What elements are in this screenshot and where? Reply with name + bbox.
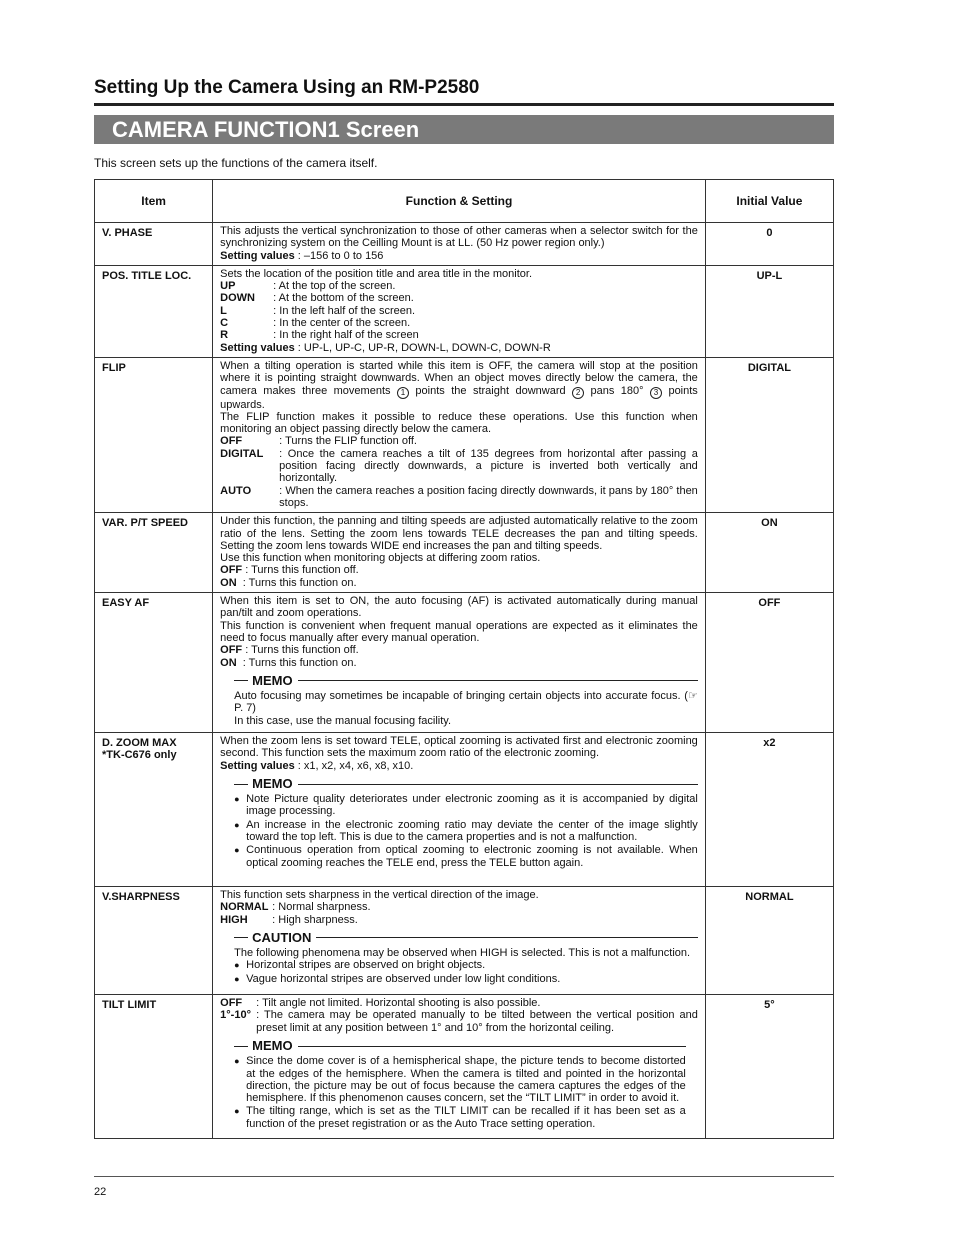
option-value: : Once the camera reaches a tilt of 135 degrees from horizontal after passing a position facing directly downwards, a picture is inverted both vertically and horizontally. [279,447,698,485]
option-value: : High sharpness. [272,913,358,926]
option-key: OFF [220,435,243,448]
text-part: points upwards. [220,384,698,411]
item-name-note: *TK-C676 only [102,748,177,761]
bullet-icon: ● [234,1106,240,1117]
option [220,329,698,341]
bullet-icon: ● [234,794,240,805]
table-row [95,886,834,994]
row-initial-value: DIGITAL [705,357,833,512]
setting-values [220,760,698,772]
row-initial-value: x2 [705,732,833,886]
text-part: When a tilting operation is started while this item is OFF, the camera will stop at the position where it is pointing straight downwards. When an object moves directly below the camera, the camera makes three movements [220,359,698,397]
bullet-text: The tilting range, which is set as the TILT LIMIT can be recalled if it has been set as a function of the preset registration or as the Auto Trace setting operation. [246,1105,686,1130]
bullet-icon: ● [234,960,240,971]
screen-title: CAMERA FUNCTION1 Screen [94,115,834,144]
option-key: DOWN [220,292,255,305]
option-value: : In the right half of the screen [273,329,419,342]
option-key: HIGH [220,913,248,926]
option-key: AUTO [220,484,252,497]
row-item-name: POS. TITLE LOC. [95,265,213,357]
option [220,577,698,589]
memo-label: MEMO [252,1037,293,1053]
description: Sets the location of the position title and area title in the monitor. [220,267,533,280]
row-function [213,513,706,593]
memo-label: MEMO [252,672,293,688]
section-title: Setting Up the Camera Using an RM-P2580 [94,77,834,106]
row-item-name: TILT LIMIT [95,995,213,1139]
option-value: : In the left half of the screen. [273,304,416,317]
option-key: NORMAL [220,901,269,914]
option [220,644,698,656]
table-row [95,357,834,512]
setting-value: : x1, x2, x4, x6, x8, x10. [294,759,414,772]
option-value: : Turns the FLIP function off. [279,435,417,448]
setting-value: : –156 to 0 to 156 [294,249,384,262]
description [220,360,698,411]
setting-label: Setting values [220,249,295,262]
description: This function sets sharpness in the vertical direction of the image. [220,888,539,901]
row-item-name: V. PHASE [95,223,213,266]
description: This adjusts the vertical synchronization to those of other cameras when a selector switch for the synchronizing system on the Ceilling Mount is at LL. (50 Hz power region only.) [220,225,698,250]
row-initial-value: OFF [705,593,833,733]
bullet-text: Vague horizontal stripes are observed under low light conditions. [246,972,561,985]
caution-text: The following phenomena may be observed when HIGH is selected. This is not a malfunction. [234,947,691,960]
row-function [213,593,706,733]
bullet-text: Note Picture quality deteriorates under electronic zooming as it is accompanied by digital image processing. [246,793,698,818]
circled-number-2: 2 [572,387,584,399]
text-part: pans 180° [584,384,650,397]
option [220,292,698,304]
table-row [95,995,834,1139]
function-table [94,179,834,1139]
list-item [234,844,698,869]
option-value: : In the center of the screen. [273,317,411,330]
bullet-icon: ● [234,819,240,830]
option [220,901,698,913]
option-key: L [220,304,227,317]
option-value: : The camera may be operated manually to be tilted between the vertical position and preset limit at any position between 1° and 10° from the horizontal ceiling. [256,1009,698,1034]
row-function [213,886,706,994]
option [220,317,698,329]
option-value: : Turns this function off. [242,644,359,657]
bullet-icon: ● [234,973,240,984]
header-initial: Initial Value [705,180,833,223]
option-key: ON [220,576,237,589]
list-item [234,1105,686,1130]
option-value: : At the bottom of the screen. [273,292,414,305]
option [220,997,698,1009]
memo-text: In this case, use the manual focusing facility. [234,714,452,727]
table-row [95,265,834,357]
row-item-name: FLIP [95,357,213,512]
bullet-text: Continuous operation from optical zooming to electronic zooming is not available. When optical zooming reaches the TELE end, press the TELE button again. [246,844,698,869]
memo-text: Auto focusing may sometimes be incapable of bringing certain objects into accurate focus. (☞ P. 7) [234,690,698,715]
option [220,564,698,576]
list-item [234,793,698,818]
option [220,657,698,669]
table-row [95,513,834,593]
memo-box [234,672,698,727]
option-value: : At the top of the screen. [273,280,396,293]
description: When the zoom lens is set toward TELE, optical zooming is activated first and electronic zooming second. This function sets the maximum zoom ratio of the electronic zooming. [220,734,698,760]
row-initial-value: NORMAL [705,886,833,994]
item-name-line: D. ZOOM MAX [102,736,177,749]
option-key: UP [220,280,236,293]
row-initial-value: 5° [705,995,833,1139]
option [220,280,698,292]
table-row [95,593,834,733]
row-initial-value: UP-L [705,265,833,357]
memo-box [234,1037,686,1130]
option [220,435,698,447]
bullet-text: Since the dome cover is of a hemispherical shape, the picture tends to become distorted at the edges of the hemisphere. When the camera is tilted and pointed in the horizontal direction, the picture may be out of focus because the camera captures the edges of the hemisphere. If this phenomenon causes concern, set the “TILT LIMIT” in order to avoid it. [246,1055,686,1105]
description: When this item is set to ON, the auto focusing (AF) is activated automatically during manual pan/tilt and zoom operations. [220,595,698,620]
bullet-text: An increase in the electronic zooming ratio may deviate the center of the image slightly toward the top left. This is due to the camera properties and is not a malfunction. [246,818,698,844]
option [220,914,698,926]
list-item [234,959,698,971]
setting-label: Setting values [220,759,295,772]
caution-label: CAUTION [252,929,312,945]
option-value: : Normal sharpness. [272,901,371,914]
list-item [234,819,698,844]
option-value: : When the camera reaches a position facing directly downwards, it pans by 180° then stops. [279,484,698,509]
option [220,305,698,317]
setting-values [220,250,698,262]
list-item [234,973,698,985]
memo-box [234,775,698,869]
row-item-name: EASY AF [95,593,213,733]
list-item [234,1055,686,1104]
text-part: points the straight downward [408,384,573,397]
row-initial-value: 0 [705,223,833,266]
option [220,1009,698,1034]
setting-label: Setting values [220,341,295,354]
setting-value: : UP-L, UP-C, UP-R, DOWN-L, DOWN-C, DOWN-R [294,341,551,354]
option-key: ON [220,656,237,669]
option-key: OFF [220,564,243,577]
option-value: : Turns this function on. [236,656,357,669]
memo-label: MEMO [252,775,293,791]
row-initial-value: ON [705,513,833,593]
option-value: : Turns this function off. [242,564,359,577]
table-header-row [95,180,834,223]
row-item-name: VAR. P/T SPEED [95,513,213,593]
intro-text: This screen sets up the functions of the camera itself. [94,156,378,170]
option-key: C [220,317,229,330]
circled-number-1: 1 [397,387,409,399]
header-item: Item [95,180,213,223]
page-number: 22 [94,1186,107,1198]
description: Under this function, the panning and tilting speeds are adjusted automatically relative to the zoom ratio of the lens. Setting the zoom lens towards TELE decreases the pan and tilting speeds. Setting the zoom lens towards WIDE end increases the pan and tilting speeds. [220,515,698,552]
option-key: 1°-10° [220,1009,251,1022]
row-function [213,357,706,512]
option [220,485,698,510]
circled-number-3: 3 [650,387,662,399]
row-function [213,223,706,266]
row-function [213,995,706,1139]
option-key: DIGITAL [220,447,264,460]
option-key: OFF [220,997,243,1010]
table-row [95,223,834,266]
description: The FLIP function makes it possible to reduce these operations. Use this function when monitoring an object passing directly below the camera. [220,410,698,436]
option-key: R [220,329,229,342]
header-function: Function & Setting [213,180,706,223]
row-function [213,732,706,886]
table-row [95,732,834,886]
row-item-name: V.SHARPNESS [95,886,213,994]
bullet-icon: ● [234,845,240,856]
option-value: : Turns this function on. [236,576,357,589]
bullet-text: Horizontal stripes are observed on bright objects. [246,959,486,972]
row-function [213,265,706,357]
row-item-name [95,732,213,886]
description: Use this function when monitoring objects at differing zoom ratios. [220,552,541,565]
option-key: OFF [220,644,243,657]
option [220,448,698,485]
footer-divider [94,1176,834,1177]
bullet-icon: ● [234,1056,240,1067]
option-value: : Tilt angle not limited. Horizontal shooting is also possible. [256,997,541,1010]
description: This function is convenient when frequent manual operations are expected as it eliminates the need to focus manually after every manual operation. [220,619,698,644]
caution-box [234,929,698,985]
setting-values [220,342,698,354]
